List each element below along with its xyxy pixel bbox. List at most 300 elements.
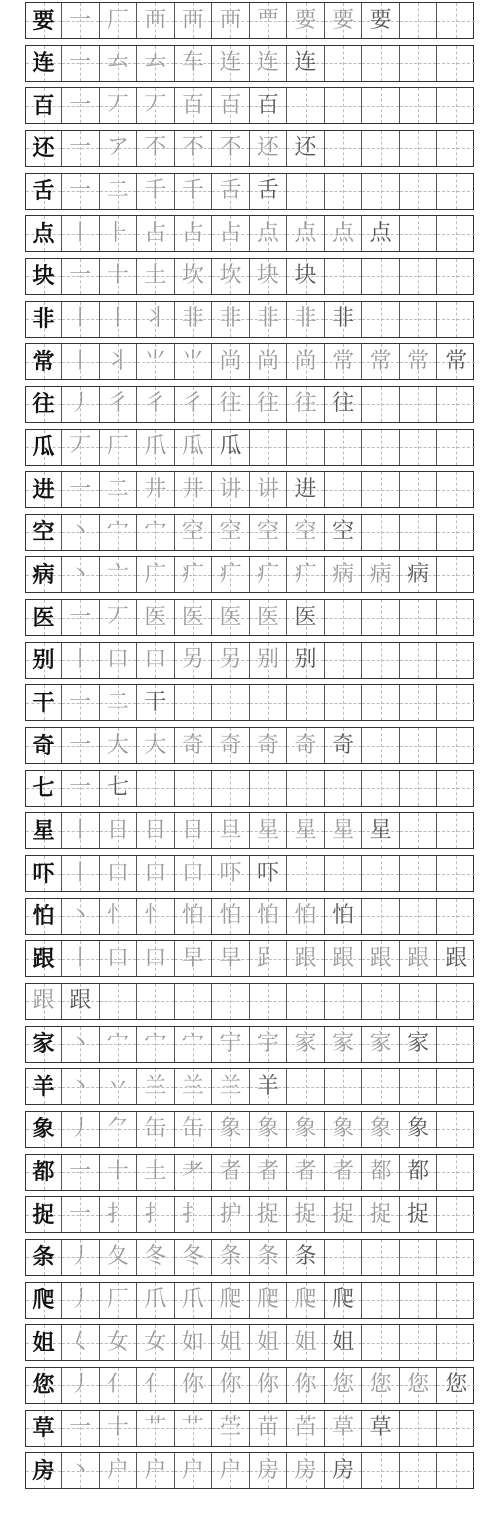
stroke-step: 象 (332, 1116, 355, 1142)
stroke-step-cell (100, 387, 138, 422)
stroke-step-cell (325, 899, 363, 934)
stroke-step: 病 (369, 561, 392, 587)
stroke-step: 舌 (256, 178, 279, 204)
practice-row (25, 855, 474, 892)
stroke-step: 一 (69, 1415, 92, 1440)
stroke-step: 丨 (69, 306, 92, 332)
stroke-step-cell (62, 515, 100, 550)
stroke-step: 百 (219, 92, 242, 118)
empty-practice-box (325, 1069, 362, 1104)
stroke-step: 一 (69, 7, 92, 33)
practice-row (25, 940, 474, 977)
empty-practice-box (400, 88, 437, 123)
stroke-step-cell (100, 1112, 138, 1147)
stroke-step-cell (362, 1069, 400, 1104)
empty-practice-box (325, 430, 362, 465)
stroke-step-cell (400, 259, 438, 294)
practice-row (25, 45, 474, 82)
empty-practice-box (325, 643, 362, 678)
stroke-step-cell (362, 88, 400, 123)
practice-row (25, 983, 474, 1020)
empty-practice-box (437, 88, 475, 123)
character-label: 舌 (32, 178, 55, 205)
empty-practice-box (400, 984, 437, 1019)
stroke-step: 口 (106, 945, 129, 971)
stroke-step: 捉 (407, 1201, 430, 1227)
stroke-step-cell (287, 88, 325, 123)
stroke-step-cell (250, 515, 288, 550)
stroke-step-cell (362, 1368, 400, 1403)
character-cell (26, 515, 62, 550)
practice-row (25, 684, 474, 721)
stroke-step: 丨 (69, 817, 92, 843)
stroke-step: 亠 (106, 561, 129, 587)
stroke-step: 百 (181, 92, 204, 118)
stroke-step-cell (100, 899, 138, 934)
empty-practice-box (362, 1283, 399, 1318)
stroke-step: 医 (219, 604, 242, 630)
stroke-step: 别 (256, 647, 279, 673)
stroke-step: 星 (369, 817, 392, 843)
stroke-step: 厂 (106, 434, 129, 459)
stroke-step-cell (437, 813, 475, 848)
stroke-step-cell (250, 1453, 288, 1488)
stroke-step: 您 (369, 1372, 392, 1398)
stroke-step-cell (437, 387, 475, 422)
stroke-step: 丬 (144, 306, 167, 332)
stroke-step-cell (175, 472, 213, 507)
stroke-step: 怕 (332, 903, 355, 929)
practice-row (25, 1111, 474, 1148)
stroke-step: 一 (69, 732, 92, 758)
stroke-step: 空 (181, 519, 204, 545)
stroke-step: 不 (219, 135, 242, 161)
stroke-step: 二 (106, 178, 129, 204)
empty-practice-box (437, 1453, 475, 1488)
stroke-step: 尚 (294, 348, 317, 374)
stroke-step: 点 (369, 220, 392, 246)
stroke-step: 不 (144, 135, 167, 161)
stroke-step-cell (287, 46, 325, 81)
stroke-step-cell (175, 1197, 213, 1232)
stroke-step: 另 (181, 647, 204, 673)
stroke-step-cell (212, 1453, 250, 1488)
stroke-step-cell (325, 131, 363, 166)
stroke-step: 早 (219, 945, 242, 971)
stroke-step: 空 (219, 519, 242, 545)
stroke-step-cell (175, 1069, 213, 1104)
empty-practice-box (437, 3, 475, 38)
stroke-step: 连 (219, 50, 242, 76)
stroke-step-cell (400, 1325, 438, 1360)
stroke-step-cell (62, 430, 100, 465)
stroke-step-cell (287, 899, 325, 934)
character-cell (26, 131, 62, 166)
character-label: 病 (32, 561, 55, 588)
stroke-step-cell (137, 941, 175, 976)
stroke-step: 瓜 (181, 434, 204, 459)
stroke-step-cell (175, 1112, 213, 1147)
stroke-step: 尚 (219, 348, 242, 374)
stroke-step: 兰 (219, 1073, 242, 1099)
stroke-step-cell (137, 131, 175, 166)
stroke-step-cell (62, 1197, 100, 1232)
stroke-step-cell (137, 387, 175, 422)
stroke-step: 丶 (69, 561, 92, 587)
character-label: 吓 (32, 860, 55, 887)
stroke-step-cell (287, 600, 325, 635)
stroke-step: 非 (256, 306, 279, 332)
stroke-step-cell (175, 88, 213, 123)
stroke-step-cell (325, 259, 363, 294)
stroke-step-cell (175, 771, 213, 806)
stroke-step-cell (62, 899, 100, 934)
stroke-step-cell (287, 216, 325, 251)
stroke-step-cell (250, 174, 288, 209)
stroke-step-cell (437, 856, 475, 891)
practice-row (25, 87, 474, 124)
stroke-step: 捉 (294, 1201, 317, 1227)
character-cell (26, 344, 62, 379)
stroke-step: 口 (106, 860, 129, 886)
character-label: 姐 (32, 1329, 55, 1356)
stroke-step: 奇 (332, 732, 355, 758)
character-label: 象 (32, 1116, 55, 1143)
stroke-step: 𠫓 (144, 50, 167, 76)
stroke-step-cell (62, 1155, 100, 1190)
stroke-step-cell (287, 302, 325, 337)
empty-practice-box (437, 1283, 475, 1318)
stroke-step-cell (212, 46, 250, 81)
stroke-step: 空 (294, 519, 317, 545)
stroke-step-cell (287, 472, 325, 507)
empty-practice-box (362, 88, 399, 123)
stroke-step: 二 (106, 689, 129, 715)
empty-practice-box (400, 856, 437, 891)
stroke-step-cell (250, 1155, 288, 1190)
stroke-step-cell (250, 899, 288, 934)
stroke-step-cell (400, 472, 438, 507)
stroke-step-cell (250, 1027, 288, 1062)
stroke-step: 坎 (219, 263, 242, 289)
stroke-step: 忄 (106, 903, 129, 929)
character-cell (26, 88, 62, 123)
stroke-step: 广 (144, 561, 167, 587)
stroke-step: 吓 (219, 860, 242, 886)
empty-practice-box (437, 813, 475, 848)
character-label: 房 (32, 1457, 55, 1484)
stroke-step: 耂 (181, 1159, 204, 1184)
stroke-step: 往 (256, 391, 279, 417)
stroke-step-cell (362, 1112, 400, 1147)
stroke-step-cell (325, 387, 363, 422)
stroke-step: 丨 (69, 860, 92, 886)
empty-practice-box (325, 131, 362, 166)
stroke-step: 土 (144, 263, 167, 289)
stroke-step: 车 (181, 50, 204, 76)
practice-row (25, 429, 474, 466)
practice-row (25, 343, 474, 380)
stroke-step: 点 (332, 220, 355, 246)
stroke-step-cell (362, 1240, 400, 1275)
character-cell (26, 216, 62, 251)
empty-practice-box (325, 472, 362, 507)
stroke-step-cell (325, 1411, 363, 1446)
practice-row (25, 514, 474, 551)
stroke-step: 往 (332, 391, 355, 417)
stroke-step: 往 (294, 391, 317, 417)
character-cell (26, 856, 62, 891)
stroke-step: 瓜 (219, 434, 242, 459)
stroke-step-cell (212, 1368, 250, 1403)
stroke-step-cell (287, 515, 325, 550)
stroke-step-cell (100, 813, 138, 848)
stroke-step-cell (287, 1027, 325, 1062)
stroke-step: 爬 (332, 1287, 355, 1312)
empty-practice-box (287, 856, 324, 891)
stroke-step: 奇 (256, 732, 279, 758)
stroke-step-cell (212, 1069, 250, 1104)
character-label: 捉 (32, 1201, 55, 1228)
empty-practice-box (437, 557, 475, 592)
stroke-step-cell (250, 1283, 288, 1318)
stroke-step: 疒 (181, 561, 204, 587)
empty-practice-box (362, 856, 399, 891)
character-cell (26, 813, 62, 848)
stroke-step: 户 (106, 1457, 129, 1483)
stroke-step-cell (137, 88, 175, 123)
stroke-step: 进 (294, 476, 317, 502)
stroke-step-cell (137, 813, 175, 848)
stroke-step-cell (137, 430, 175, 465)
stroke-step-cell (437, 600, 475, 635)
stroke-step-cell (437, 46, 475, 81)
stroke-step-cell (137, 216, 175, 251)
stroke-step-cell (137, 302, 175, 337)
empty-practice-box (400, 472, 437, 507)
stroke-step-cell (175, 1368, 213, 1403)
stroke-step-cell (400, 984, 438, 1019)
character-cell (26, 771, 62, 806)
stroke-step-cell (137, 3, 175, 38)
stroke-step-cell (137, 771, 175, 806)
stroke-step-cell (212, 771, 250, 806)
stroke-step: 苩 (294, 1415, 317, 1440)
stroke-step: 口 (106, 647, 129, 673)
empty-practice-box (400, 216, 437, 251)
stroke-step-cell (100, 3, 138, 38)
empty-practice-box (362, 1325, 399, 1360)
empty-practice-box (362, 771, 399, 806)
stroke-step-cell (287, 728, 325, 763)
stroke-step: 羊 (256, 1073, 279, 1099)
stroke-step: 丿 (69, 1244, 92, 1270)
stroke-step-cell (62, 643, 100, 678)
stroke-step-cell (175, 813, 213, 848)
stroke-step-cell (137, 1069, 175, 1104)
stroke-step: 苎 (219, 1415, 242, 1440)
practice-row (25, 1282, 474, 1319)
character-cell (26, 941, 62, 976)
stroke-step-cell (325, 216, 363, 251)
practice-row (25, 173, 474, 210)
stroke-step: 跟 (69, 988, 92, 1014)
stroke-step-cell (362, 131, 400, 166)
stroke-step: 捉 (256, 1201, 279, 1227)
stroke-step-cell (175, 3, 213, 38)
stroke-step-cell (437, 771, 475, 806)
character-cell (26, 472, 62, 507)
stroke-step-cell (362, 600, 400, 635)
stroke-step: 大 (106, 732, 129, 758)
character-label: 干 (32, 689, 55, 716)
character-label: 常 (32, 348, 55, 375)
stroke-step-cell (287, 1112, 325, 1147)
stroke-step-cell (62, 1411, 100, 1446)
stroke-step: 你 (256, 1372, 279, 1398)
stroke-step: 病 (332, 561, 355, 587)
practice-row (25, 1196, 474, 1233)
stroke-step: 忄 (144, 903, 167, 929)
empty-practice-box (362, 1240, 399, 1275)
stroke-step-cell (137, 344, 175, 379)
stroke-step: 千 (144, 178, 167, 204)
stroke-step: 十 (106, 1159, 129, 1184)
stroke-step-cell (175, 302, 213, 337)
empty-practice-box (175, 771, 212, 806)
stroke-step-cell (325, 1453, 363, 1488)
empty-practice-box (437, 1112, 475, 1147)
stroke-step: 覀 (256, 7, 279, 33)
stroke-step-cell (212, 557, 250, 592)
stroke-step-cell (325, 88, 363, 123)
stroke-step: 怕 (256, 903, 279, 929)
character-cell (26, 728, 62, 763)
stroke-step-cell (212, 1197, 250, 1232)
stroke-step-cell (175, 1325, 213, 1360)
stroke-step: 宀 (144, 1031, 167, 1057)
stroke-step-cell (287, 1155, 325, 1190)
stroke-step-cell (287, 941, 325, 976)
stroke-step: 连 (294, 50, 317, 76)
character-cell (26, 1197, 62, 1232)
stroke-step-cell (100, 1325, 138, 1360)
stroke-step: 你 (219, 1372, 242, 1398)
stroke-step-cell (400, 515, 438, 550)
character-label: 条 (32, 1244, 55, 1271)
empty-practice-box (250, 430, 287, 465)
stroke-step: 非 (181, 306, 204, 332)
stroke-step-cell (400, 899, 438, 934)
stroke-step: 星 (256, 817, 279, 843)
practice-row (25, 258, 474, 295)
empty-practice-box (437, 46, 475, 81)
stroke-step-cell (62, 771, 100, 806)
empty-practice-box (400, 259, 437, 294)
empty-practice-box (362, 387, 399, 422)
stroke-step-cell (250, 259, 288, 294)
empty-practice-box (437, 685, 475, 720)
stroke-step: 户 (144, 1457, 167, 1483)
character-label: 爬 (32, 1287, 55, 1313)
stroke-step-cell (287, 1069, 325, 1104)
stroke-step-cell (400, 643, 438, 678)
empty-practice-box (175, 984, 212, 1019)
stroke-step-cell (137, 1240, 175, 1275)
character-label: 还 (32, 135, 55, 162)
character-label: 点 (32, 220, 55, 247)
character-label: 百 (32, 92, 55, 119)
stroke-step-cell (250, 600, 288, 635)
stroke-step-cell (62, 174, 100, 209)
character-label: 草 (32, 1415, 55, 1441)
stroke-step-cell (362, 1325, 400, 1360)
stroke-step-cell (250, 1197, 288, 1232)
character-cell (26, 259, 62, 294)
stroke-step-cell (325, 1069, 363, 1104)
stroke-step-cell (62, 387, 100, 422)
stroke-step-cell (400, 771, 438, 806)
stroke-step-cell (437, 899, 475, 934)
stroke-step-cell (212, 728, 250, 763)
stroke-step: 彳 (144, 391, 167, 417)
stroke-step-cell (212, 88, 250, 123)
stroke-step-cell (325, 728, 363, 763)
stroke-step-cell (175, 728, 213, 763)
stroke-step-cell (100, 174, 138, 209)
stroke-step: 护 (219, 1201, 242, 1227)
stroke-step-cell (212, 984, 250, 1019)
stroke-step-cell (250, 1112, 288, 1147)
practice-row (25, 642, 474, 679)
empty-practice-box (437, 1325, 475, 1360)
stroke-step-cell (437, 216, 475, 251)
stroke-step: 都 (369, 1159, 392, 1184)
stroke-step-cell (175, 387, 213, 422)
stroke-step: 跟 (407, 945, 430, 971)
stroke-step-cell (325, 856, 363, 891)
stroke-step-cell (400, 1283, 438, 1318)
stroke-step-cell (437, 515, 475, 550)
character-cell (26, 1283, 62, 1318)
stroke-step-cell (287, 984, 325, 1019)
stroke-step: 别 (294, 647, 317, 673)
stroke-step-cell (287, 387, 325, 422)
stroke-step: 厂 (106, 7, 129, 33)
practice-row (25, 1410, 474, 1447)
stroke-step: 房 (294, 1457, 317, 1483)
stroke-step-cell (137, 1368, 175, 1403)
character-cell (26, 899, 62, 934)
empty-practice-box (325, 685, 362, 720)
stroke-step: 吓 (256, 860, 279, 886)
stroke-step-cell (137, 1155, 175, 1190)
empty-practice-box (400, 600, 437, 635)
stroke-step-cell (62, 1453, 100, 1488)
character-cell (26, 1155, 62, 1190)
stroke-step-cell (175, 344, 213, 379)
practice-row (25, 1324, 474, 1361)
stroke-step-cell (175, 941, 213, 976)
empty-practice-box (212, 984, 249, 1019)
stroke-step-cell (100, 1368, 138, 1403)
empty-practice-box (437, 899, 475, 934)
stroke-step: 常 (407, 348, 430, 374)
stroke-step-cell (437, 1368, 475, 1403)
stroke-step: 草 (369, 1415, 392, 1440)
empty-practice-box (437, 216, 475, 251)
stroke-step-cell (437, 259, 475, 294)
